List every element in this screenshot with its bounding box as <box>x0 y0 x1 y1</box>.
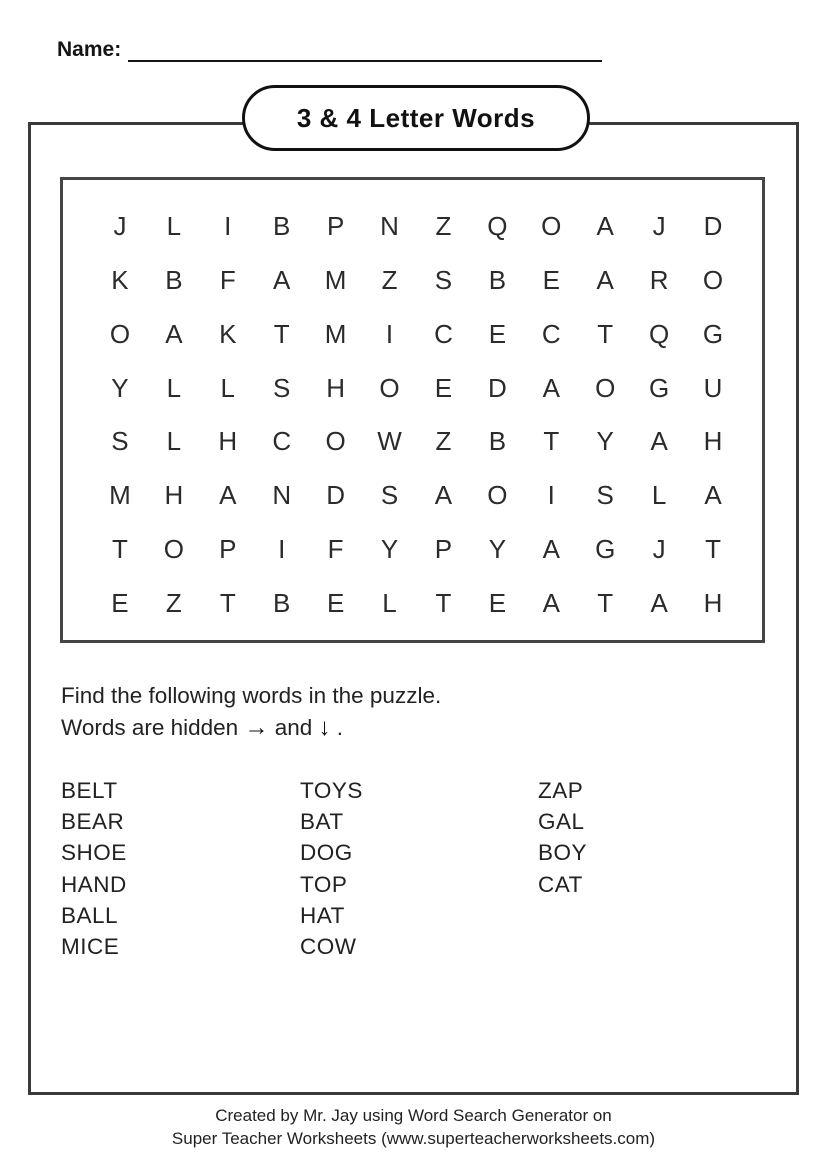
grid-cell: J <box>113 211 127 242</box>
grid-cell: A <box>650 587 668 618</box>
grid-cell: A <box>704 480 722 511</box>
grid-cell: L <box>166 211 182 242</box>
right-arrow-icon: → <box>244 713 269 741</box>
grid-cell: K <box>111 265 129 296</box>
grid-cell: O <box>595 372 616 403</box>
grid-cell: Y <box>380 533 399 564</box>
grid-cell: E <box>326 587 345 618</box>
grid-cell: A <box>650 426 668 457</box>
grid-cell: Y <box>596 426 614 457</box>
grid-cell: I <box>278 533 286 564</box>
grid-cell: H <box>326 372 345 403</box>
grid-cell: A <box>273 265 291 296</box>
grid-cell: H <box>164 480 184 511</box>
grid-cell: A <box>542 587 560 618</box>
grid-cell: M <box>324 318 347 349</box>
grid-cell: G <box>649 372 670 403</box>
grid-cell: I <box>224 211 232 242</box>
grid-cell: B <box>273 587 291 618</box>
grid-cell: L <box>382 587 397 618</box>
grid-cell: E <box>111 587 129 618</box>
instructions-and-text: and <box>274 714 313 740</box>
grid-cell: E <box>488 318 507 349</box>
name-row <box>57 36 607 68</box>
word-item: HAT <box>300 902 345 928</box>
grid-cell: D <box>703 211 723 242</box>
word-item: BELT <box>61 778 118 803</box>
grid-cell: S <box>111 426 129 457</box>
grid-cell: B <box>273 211 291 242</box>
grid-cell: C <box>541 318 561 349</box>
word-item: GAL <box>538 809 585 835</box>
word-item: TOYS <box>300 778 363 803</box>
grid-cell: L <box>220 372 236 403</box>
word-grid <box>63 180 762 640</box>
down-arrow-icon: ↓ <box>318 713 331 741</box>
word-item: ZAP <box>538 778 584 803</box>
grid-cell: A <box>596 211 614 242</box>
grid-cell: G <box>702 318 724 349</box>
grid-cell: A <box>165 318 183 349</box>
word-list-column <box>538 775 587 900</box>
instructions-period: . <box>336 714 344 740</box>
word-item: HAND <box>61 871 127 897</box>
grid-cell: E <box>542 265 560 296</box>
word-item: COW <box>300 934 357 960</box>
grid-cell: J <box>652 533 666 564</box>
grid-cell: O <box>487 480 508 511</box>
name-blank-line <box>128 36 602 62</box>
grid-cell: D <box>487 372 507 403</box>
grid-cell: L <box>166 372 182 403</box>
word-item: SHOE <box>61 840 127 866</box>
grid-cell: N <box>380 211 399 242</box>
grid-cell: T <box>705 533 721 564</box>
grid-cell: L <box>166 426 182 457</box>
grid-cell: T <box>112 533 128 564</box>
grid-cell: D <box>326 480 345 511</box>
grid-cell: E <box>434 372 453 403</box>
grid-cell: F <box>327 533 344 564</box>
grid-cell: Z <box>435 426 452 457</box>
grid-cell: F <box>219 265 236 296</box>
grid-cell: A <box>542 533 560 564</box>
grid-cell: S <box>434 265 453 296</box>
grid-cell: W <box>377 426 402 457</box>
grid-cell: C <box>434 318 453 349</box>
grid-cell: O <box>702 265 724 296</box>
grid-cell: O <box>325 426 346 457</box>
word-item: MICE <box>61 934 120 960</box>
grid-cell: A <box>542 372 560 403</box>
grid-cell: R <box>649 265 669 296</box>
grid-cell: A <box>596 265 614 296</box>
grid-cell: A <box>434 480 453 511</box>
grid-cell: Q <box>487 211 508 242</box>
footer-credit <box>0 1105 827 1150</box>
word-item: BAT <box>300 809 344 835</box>
grid-cell: T <box>435 587 452 618</box>
grid-cell: T <box>219 587 236 618</box>
grid-cell: T <box>597 318 614 349</box>
grid-cell: P <box>219 533 237 564</box>
grid-cell: Y <box>488 533 507 564</box>
grid-cell: L <box>651 480 667 511</box>
footer-line-1: Created by Mr. Jay using Word Search Generator on <box>215 1106 612 1125</box>
grid-cell: I <box>547 480 555 511</box>
grid-cell: Y <box>111 372 129 403</box>
grid-cell: M <box>109 480 131 511</box>
grid-cell: E <box>488 587 507 618</box>
instructions-line-2 <box>61 712 441 744</box>
grid-cell: Z <box>165 587 182 618</box>
word-item: BOY <box>538 840 588 866</box>
grid-cell: P <box>434 533 453 564</box>
grid-cell: H <box>703 426 723 457</box>
word-item: TOP <box>300 871 348 897</box>
grid-cell: C <box>272 426 292 457</box>
grid-cell: B <box>488 265 507 296</box>
grid-cell: Z <box>435 211 452 242</box>
grid-cell: T <box>273 318 290 349</box>
grid-cell: Z <box>381 265 398 296</box>
word-item: BALL <box>61 902 119 928</box>
name-label: Name: <box>57 38 122 61</box>
word-list-column <box>61 775 127 962</box>
grid-cell: K <box>219 318 237 349</box>
grid-cell: O <box>109 318 131 349</box>
grid-cell: G <box>595 533 616 564</box>
grid-cell: T <box>543 426 560 457</box>
grid-cell: J <box>652 211 666 242</box>
instructions <box>61 680 441 743</box>
grid-cell: I <box>385 318 394 349</box>
instructions-line-1: Find the following words in the puzzle. <box>61 683 442 708</box>
word-item: DOG <box>300 840 353 866</box>
grid-cell: O <box>379 372 400 403</box>
grid-cell: A <box>219 480 237 511</box>
grid-cell: B <box>165 265 183 296</box>
instructions-line-2-text: Words are hidden <box>61 714 239 740</box>
puzzle-grid-box <box>60 177 765 643</box>
grid-cell: S <box>596 480 614 511</box>
grid-cell: O <box>541 211 562 242</box>
grid-cell: Q <box>649 318 670 349</box>
grid-cell: N <box>272 480 292 511</box>
grid-cell: M <box>324 265 347 296</box>
worksheet-title: 3 & 4 Letter Words <box>242 85 590 151</box>
grid-cell: B <box>488 426 507 457</box>
word-item: CAT <box>538 871 583 897</box>
word-list-column <box>300 775 363 962</box>
footer-line-2: Super Teacher Worksheets (www.superteacherworksheets.com) <box>171 1128 656 1148</box>
grid-cell: T <box>597 587 614 618</box>
word-item: BEAR <box>61 809 125 835</box>
grid-cell: H <box>703 587 723 618</box>
grid-cell: U <box>703 372 723 403</box>
grid-cell: S <box>380 480 399 511</box>
grid-cell: H <box>218 426 238 457</box>
grid-cell: P <box>326 211 345 242</box>
grid-cell: S <box>273 372 291 403</box>
grid-cell: O <box>163 533 184 564</box>
